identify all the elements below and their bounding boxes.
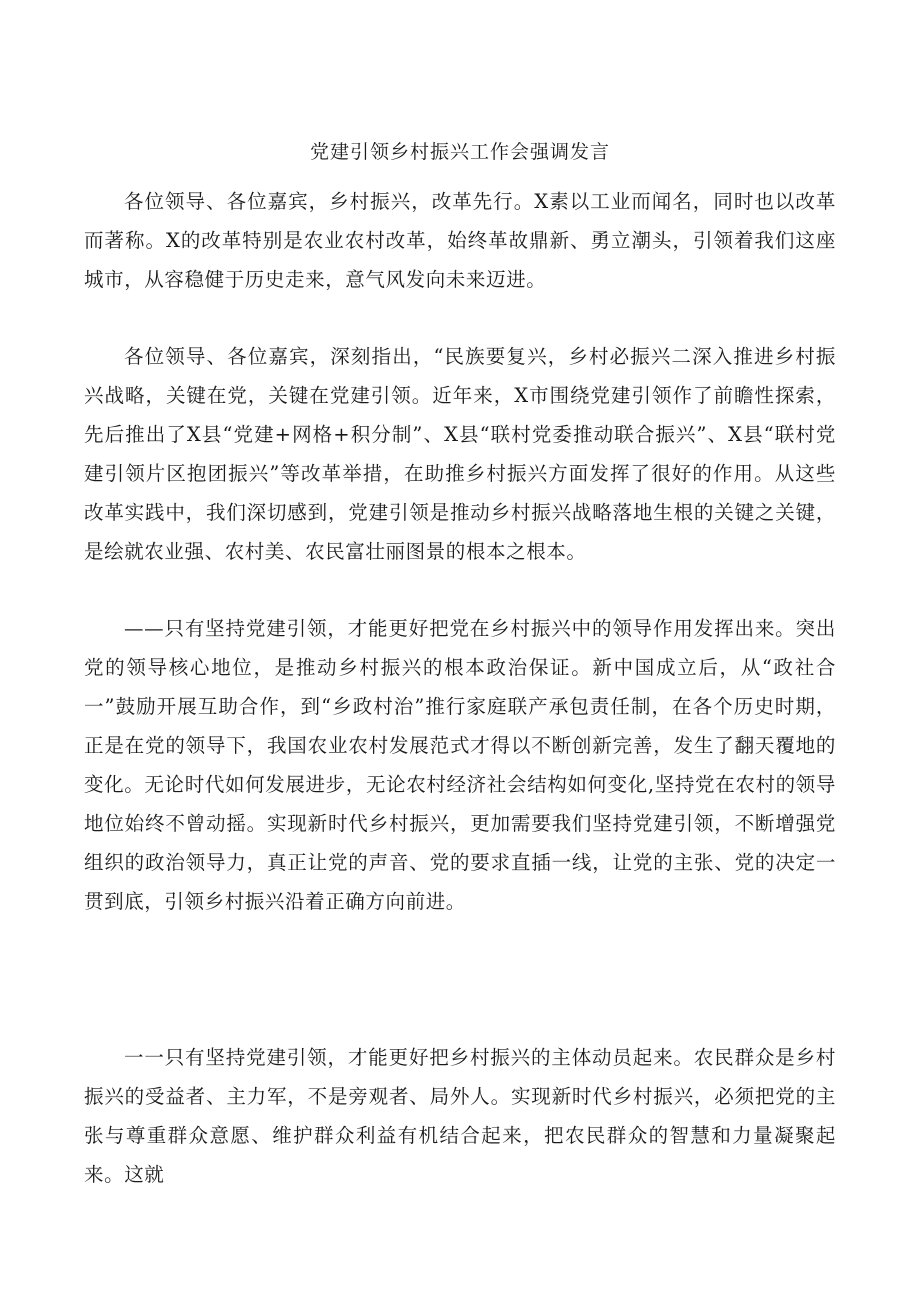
paragraph-opening: 各位领导、各位嘉宾，乡村振兴，改革先行。X素以工业而闻名，同时也以改革而著称。X的改革特别是农业农村改革，始终革故鼎新、勇立潮头，引领着我们这座城市，从容稳健于历史走来，意气风发向未来迈进。 — [84, 190, 836, 291]
paragraph-mobilize-subjects: 一一只有坚持党建引领，才能更好把乡村振兴的主体动员起来。农民群众是乡村振兴的受益者、主力军，不是旁观者、局外人。实现新时代乡村振兴，必须把党的主张与尊重群众意愿、维护群众利益有机结合起来，把农民群众的智慧和力量凝聚起来。这就 — [84, 1046, 836, 1186]
document-title: 党建引领乡村振兴工作会强调发言 — [309, 141, 610, 163]
paragraph-leadership-role: ——只有坚持党建引领，才能更好把党在乡村振兴中的领导作用发挥出来。突出党的领导核心地位，是推动乡村振兴的根本政治保证。新中国成立后，从“政社合一”鼓励开展互助合作，到“乡政村治”推行家庭联产承包责任制，在各个历史时期，正是在党的领导下，我国农业农村发展范式才得以不断创新完善，发生了翻天覆地的变化。无论时代如何发展进步，无论农村经济社会结构如何变化,坚持党在农村的领导地位始终不曾动摇。实现新时代乡村振兴，更加需要我们坚持党建引领，不断增强党组织的政治领导力，真正让党的声音、党的要求直插一线，让党的主张、党的决定一贯到底，引领乡村振兴沿着正确方向前进。 — [84, 617, 836, 913]
paragraph-party-leadership: 各位领导、各位嘉宾，深刻指出，“民族要复兴，乡村必振兴二深入推进乡村振兴战略，关键在党，关键在党建引领。近年来，X市围绕党建引领作了前瞻性探索，先后推出了X县“党建+网格+积分制”、X县“联村党委推动联合振兴”、X县“联村党建引领片区抱团振兴”等改革举措，在助推乡村振兴方面发挥了很好的作用。从这些改革实践中，我们深切感到，党建引领是推动乡村振兴战略落地生根的关键之关键，是绘就农业强、农村美、农民富壮丽图景的根本之根本。 — [84, 345, 836, 563]
